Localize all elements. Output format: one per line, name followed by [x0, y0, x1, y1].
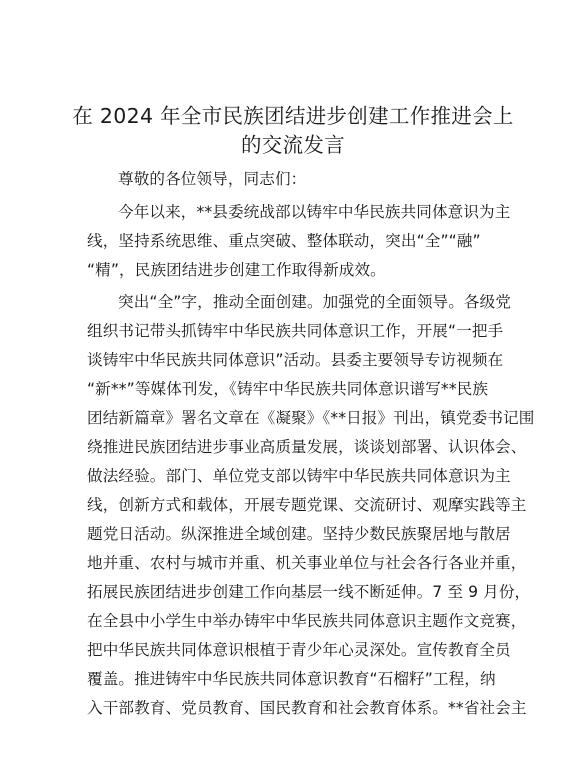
paragraph-line: 做法经验。部门、单位党支部以铸牢中华民族共同体意识为主: [87, 467, 511, 485]
paragraph-line: 线，坚持系统思维、重点突破、整体联动，突出“全”“融”: [87, 232, 481, 250]
document-title-line-2: 的交流发言: [241, 133, 345, 157]
paragraph-line: 拓展民族团结进步创建工作向基层一线不断延伸。7 至 9 月份，: [87, 583, 531, 601]
document-title-line-1: 在 2024 年全市民族团结进步创建工作推进会上: [72, 104, 514, 128]
paragraph-line: 组织书记带头抓铸牢中华民族共同体意识工作，开展“一把手: [87, 322, 504, 340]
paragraph-line: 线，创新方式和载体，开展专题党课、交流研讨、观摩实践等主: [87, 496, 527, 514]
paragraph-line: 突出“全”字，推动全面创建。加强党的全面领导。各级党: [118, 293, 512, 311]
paragraph-line: 在全县中小学生中举办铸牢中华民族共同体意识主题作文竞赛，: [87, 612, 527, 630]
paragraph-line: “新**”等媒体刊发，《铸牢中华民族共同体意识谱写**民族: [87, 380, 489, 398]
paragraph-line: 入干部教育、党员教育、国民教育和社会教育体系。**省社会主: [87, 699, 527, 717]
paragraph-line: 今年以来，**县委统战部以铸牢中华民族共同体意识为主: [118, 203, 511, 221]
paragraph-line: “精”，民族团结进步创建工作取得新成效。: [87, 261, 386, 279]
paragraph-line: 地并重、农村与城市并重、机关事业单位与社会各行各业并重，: [87, 554, 527, 572]
paragraph-line: 团结新篇章》署名文章在《凝聚》《**日报》刊出，镇党委书记围: [87, 409, 535, 427]
salutation: 尊敬的各位领导，同志们：: [118, 170, 307, 188]
paragraph-line: 把中华民族共同体意识根植于青少年心灵深处。宣传教育全员: [87, 641, 511, 659]
paragraph-line: 覆盖。推进铸牢中华民族共同体意识教育“石榴籽”工程，纳: [87, 670, 496, 688]
paragraph-line: 题党日活动。纵深推进全域创建。坚持少数民族聚居地与散居: [87, 525, 511, 543]
paragraph-line: 绕推进民族团结进步事业高质量发展，谈谈划部署、认识体会、: [87, 438, 527, 456]
paragraph-line: 谈铸牢中华民族共同体意识”活动。县委主要领导专访视频在: [87, 351, 504, 369]
